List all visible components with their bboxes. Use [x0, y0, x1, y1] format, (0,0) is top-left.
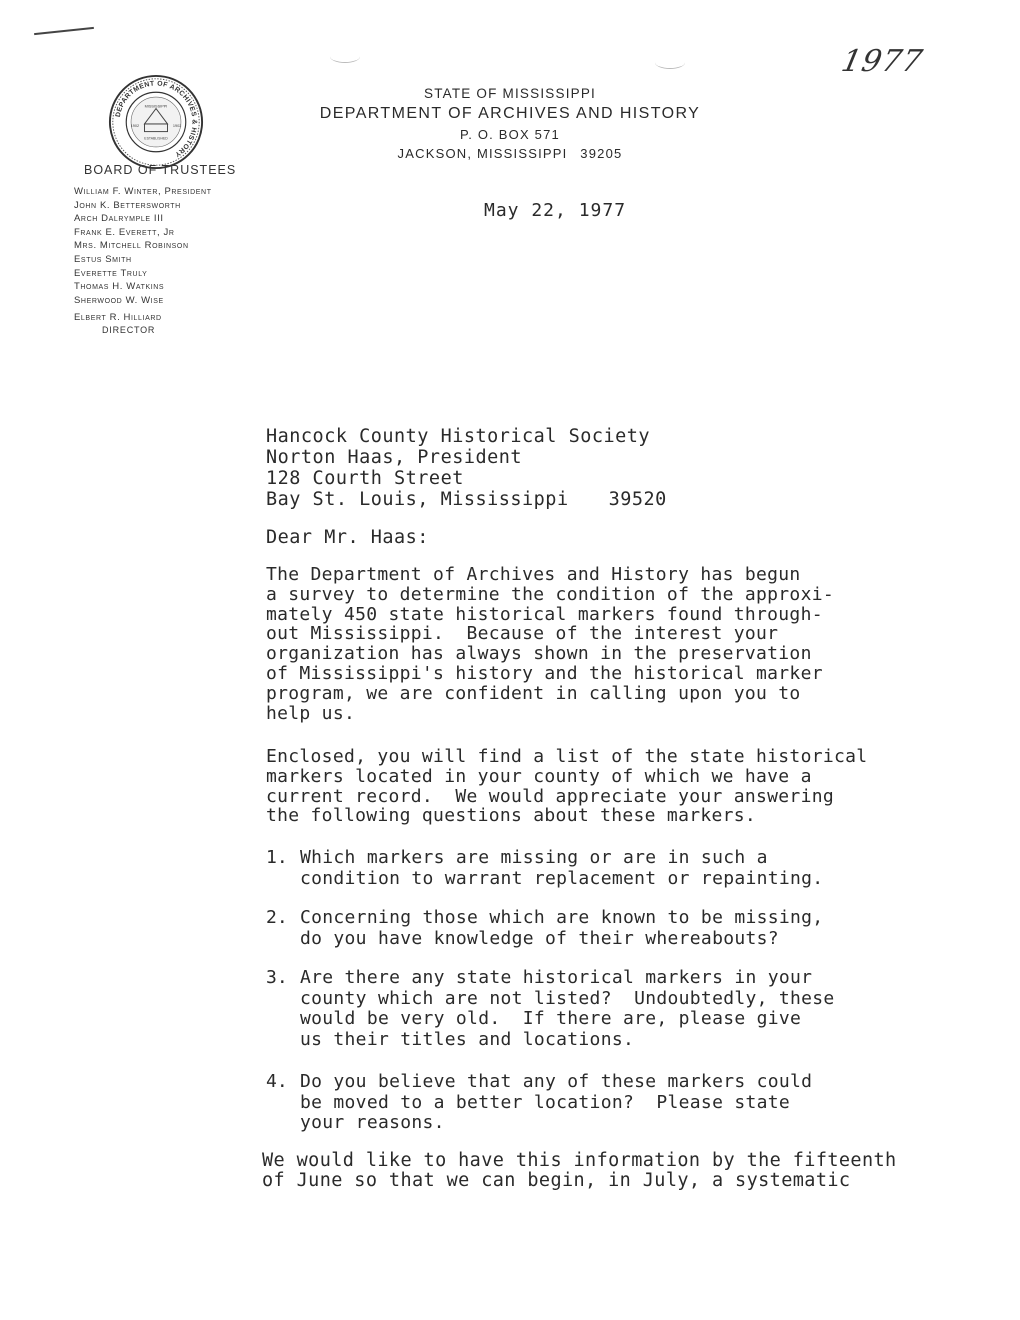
- seal-state-text: MISSISSIPPI: [144, 104, 168, 109]
- director-name: Elbert R. Hilliard: [74, 312, 162, 324]
- recipient-address: [266, 426, 667, 510]
- trustee-name: Thomas H. Watkins: [74, 281, 165, 293]
- recipient-city-state: Bay St. Louis, Mississippi: [266, 489, 569, 510]
- punch-hole-mark-left: [330, 50, 360, 63]
- trustees-heading: BOARD OF TRUSTEES: [84, 163, 237, 177]
- board-of-trustees: [62, 163, 252, 335]
- recipient-name-title: Norton Haas, President: [266, 447, 523, 468]
- recipient-street: 128 Courth Street: [266, 468, 464, 489]
- trustee-name: William F. Winter, President: [74, 186, 212, 197]
- seal-established-text: ESTABLISHED: [144, 136, 168, 141]
- closing-paragraph: We would like to have this information by the fifteenth of June so that we can begin, in July, a systematic: [262, 1150, 897, 1191]
- department-seal-icon: [108, 74, 204, 170]
- trustee-name: John K. Bettersworth: [74, 199, 181, 211]
- question-number: 2.: [266, 907, 288, 928]
- seal-year-right: 1902: [172, 123, 182, 128]
- trustee-name: Arch Dalrymple III: [74, 213, 164, 225]
- recipient-city-line: [266, 489, 667, 510]
- salutation: Dear Mr. Haas:: [266, 527, 429, 548]
- recipient-zip: 39520: [608, 489, 667, 510]
- letterhead-state: STATE OF MISSISSIPPI: [423, 86, 597, 101]
- seal-ring-text: DEPARTMENT OF ARCHIVES & HISTORY: [114, 80, 198, 158]
- handwritten-year-note: 1977: [838, 44, 927, 79]
- trustee-name: Frank E. Everett, Jr: [74, 226, 175, 238]
- question-text: Concerning those which are known to be missing, do you have knowledge of their whereabouts?: [300, 907, 824, 949]
- letterhead-city-line: [280, 146, 740, 161]
- punch-hole-mark-right: [655, 56, 685, 69]
- letterhead-po-box: P. O. BOX 571: [460, 127, 560, 142]
- question-text: Do you believe that any of these markers could be moved to a better location? Please state your reasons.: [300, 1071, 813, 1133]
- letterhead-zip: 39205: [580, 146, 623, 161]
- trustee-name: Estus Smith: [74, 253, 132, 265]
- seal-year-left: 1902: [130, 123, 140, 128]
- question-number: 4.: [266, 1071, 288, 1092]
- question-text: Are there any state historical markers in your county which are not listed? Undoubtedly, these would be very old. If there are, please give us their titles and locations.: [300, 967, 835, 1050]
- trustee-name: Mrs. Mitchell Robinson: [74, 240, 189, 252]
- trustee-name: Sherwood W. Wise: [74, 294, 164, 306]
- pen-scratch-mark: [34, 27, 94, 35]
- question-number: 3.: [266, 967, 288, 988]
- body-paragraph-2: Enclosed, you will find a list of the state historical markers located in your county of which we have a current record. We would appreciate your answering the following questions about these markers.: [266, 746, 868, 827]
- trustee-name: Everette Truly: [74, 267, 148, 279]
- question-number: 1.: [266, 847, 288, 868]
- letter-date: May 22, 1977: [484, 200, 627, 221]
- letterhead-city-state: JACKSON, MISSISSIPPI: [397, 146, 568, 161]
- body-paragraph-1: The Department of Archives and History has begun a survey to determine the condition of the approxi- mately 450 state historical markers found through- out Mississippi. Because of the interest your organization has always shown in the preservation of Mississippi's history and the historical marker program, we are confident in calling upon you to help us.: [266, 564, 834, 724]
- director-title: DIRECTOR: [102, 324, 156, 335]
- letterhead: [280, 86, 740, 161]
- question-text: Which markers are missing or are in such a condition to warrant replacement or repainting.: [300, 847, 824, 889]
- recipient-organization: Hancock County Historical Society: [266, 426, 651, 447]
- letterhead-department: DEPARTMENT OF ARCHIVES AND HISTORY: [319, 105, 701, 122]
